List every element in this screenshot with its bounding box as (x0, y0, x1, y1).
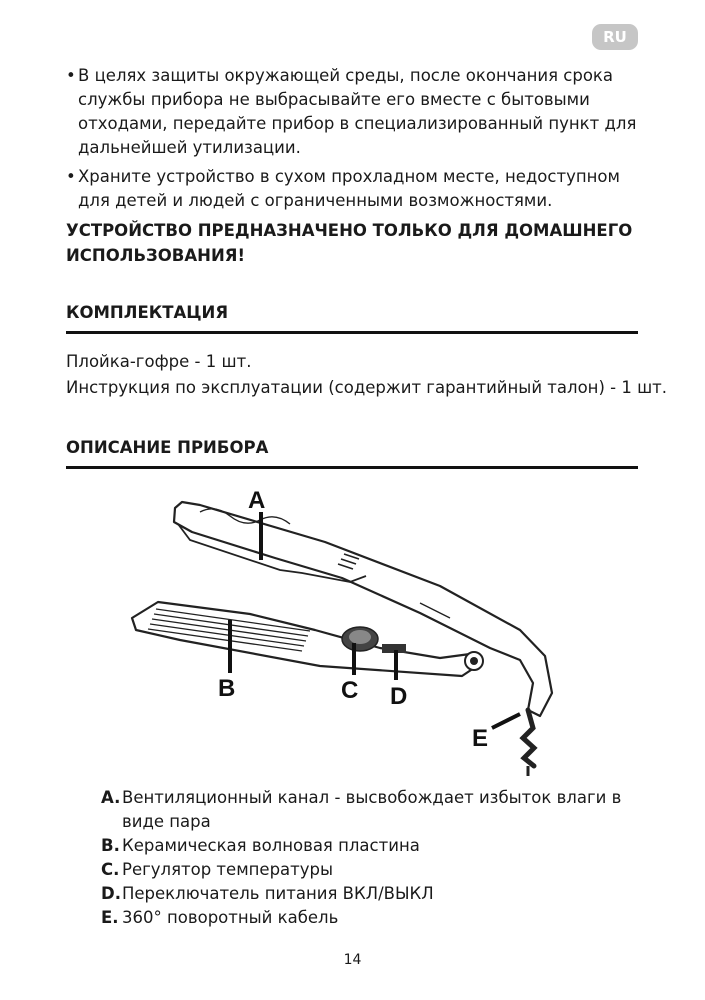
package-rule (66, 331, 638, 334)
language-badge: RU (592, 24, 638, 50)
bullet-dot: • (66, 167, 76, 186)
label-a: A (248, 487, 266, 514)
bullet-storage (66, 165, 646, 213)
device-diagram (120, 478, 570, 778)
legend-item-e (101, 906, 641, 930)
description-rule (66, 466, 638, 469)
household-use-warning: УСТРОЙСТВО ПРЕДНАЗНАЧЕНО ТОЛЬКО ДЛЯ ДОМАШНЕГО ИСПОЛЬЗОВАНИЯ! (66, 221, 633, 265)
page-number: 14 (343, 952, 362, 968)
legend-letter: E. (101, 908, 119, 927)
legend-letter: D. (101, 884, 121, 903)
package-heading: КОМПЛЕКТАЦИЯ (66, 303, 229, 322)
legend-item-a (101, 786, 641, 834)
legend-item-b (101, 834, 641, 858)
legend-text: 360° поворотный кабель (122, 908, 339, 927)
legend-text: Вентиляционный канал - высвобождает избыток влаги в виде пара (122, 788, 622, 831)
package-item: Плойка-гофре - 1 шт. (66, 352, 252, 371)
label-b: B (218, 675, 236, 702)
bullet-dot: • (66, 66, 76, 85)
legend-letter: C. (101, 860, 120, 879)
legend-text: Регулятор температуры (122, 860, 334, 879)
label-e: E (472, 725, 489, 752)
legend-text: Керамическая волновая пластина (122, 836, 420, 855)
legend-text: Переключатель питания ВКЛ/ВЫКЛ (122, 884, 434, 903)
legend-letter: B. (101, 836, 120, 855)
legend-item-d (101, 882, 641, 906)
bullet-text: Храните устройство в сухом прохладном месте, недоступном для детей и людей с ограниченными возможностями. (78, 167, 620, 210)
legend-letter: A. (101, 788, 121, 807)
label-d: D (390, 683, 408, 710)
bullet-text: В целях защиты окружающей среды, после окончания срока службы прибора не выбрасывайте его вместе с бытовыми отходами, передайте прибор в специализированный пункт для дальнейшей утилизации. (78, 66, 637, 157)
label-c: C (341, 677, 359, 704)
swivel-cord (523, 710, 534, 766)
legend-item-c (101, 858, 641, 882)
bullet-disposal (66, 64, 646, 160)
description-heading: ОПИСАНИЕ ПРИБОРА (66, 438, 269, 457)
package-item: Инструкция по эксплуатации (содержит гарантийный талон) - 1 шт. (66, 378, 668, 397)
diagram-legend (101, 786, 641, 930)
